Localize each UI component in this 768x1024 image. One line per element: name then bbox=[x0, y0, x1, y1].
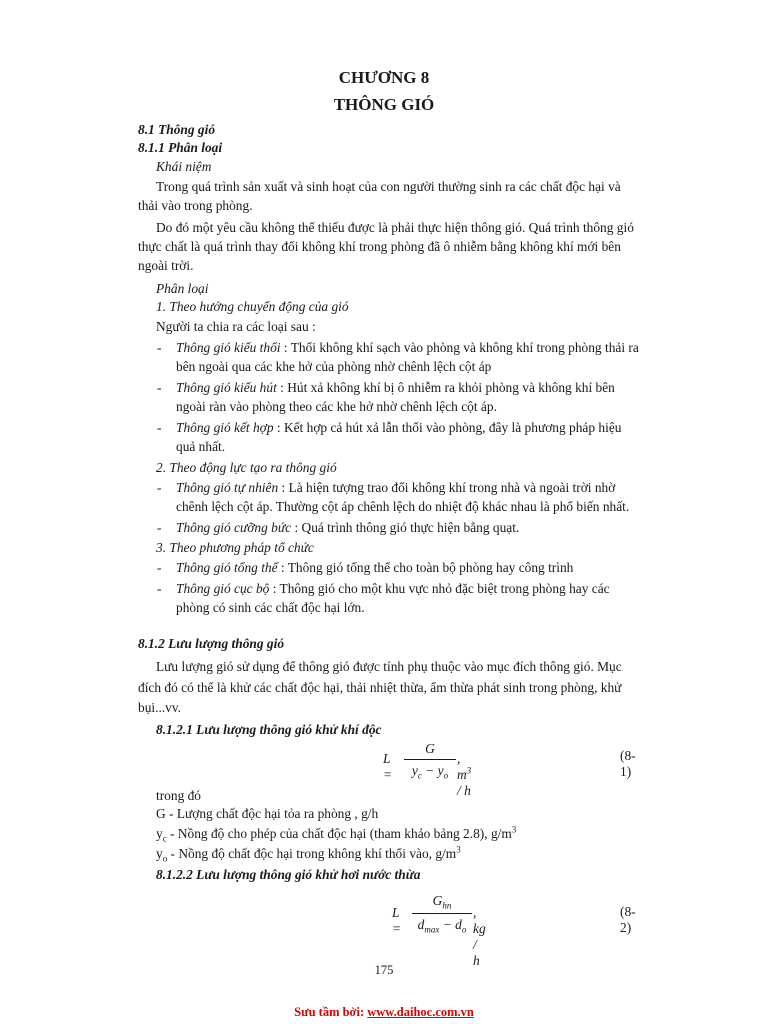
formula-2-sub-hn: hn bbox=[442, 900, 452, 911]
bullet-4-term: Thông gió tự nhiên bbox=[176, 480, 279, 495]
variable-yo-symbol: y bbox=[156, 846, 163, 861]
formula-2-unit: , kg / h bbox=[473, 905, 486, 968]
formula-2-d: d bbox=[455, 917, 462, 932]
subheading-phan-loai: Phân loại bbox=[156, 281, 209, 296]
formula-2-tag: (8-2) bbox=[620, 904, 636, 935]
section-8-1-2-1: 8.1.2.1 Lưu lượng thông gió khử khí độc bbox=[156, 722, 382, 737]
bullet-5-term: Thông gió cưỡng bức bbox=[176, 520, 292, 535]
formula-1-denominator bbox=[404, 763, 456, 779]
bullet-3-text: : Kết hợp cả hút xả lẫn thổi vào phòng, đây là phương pháp hiệu bbox=[273, 420, 622, 435]
variable-yo-exp: 3 bbox=[456, 844, 461, 855]
bullet-1-line-2: bên ngoài qua các khe hở của phòng nhờ chênh lệch cột áp bbox=[176, 359, 492, 374]
formula-1-unit-exp: 3 bbox=[466, 765, 472, 776]
formula-2-fraction-bar bbox=[412, 913, 472, 914]
formula-2-sub-max: max bbox=[424, 924, 440, 935]
bullet-4-line-1 bbox=[176, 479, 615, 497]
para-2-line-3: ngoài trời. bbox=[138, 258, 194, 273]
para-1-line-1: Trong quá trình sản xuất và sinh hoạt của con người thường sinh ra các chất độc hại và bbox=[156, 179, 621, 194]
page-number: 175 bbox=[374, 963, 394, 977]
formula-1-fraction-bar bbox=[404, 759, 456, 760]
para-3-line-2: đích đó có thể là khử các chất độc hại, thải nhiệt thừa, ẩm thừa phát sinh trong phòng, khử bbox=[138, 680, 622, 695]
formula-1-unit-a: , m bbox=[457, 751, 467, 782]
formula-1-numerator: G bbox=[425, 741, 435, 756]
para-1-line-2: thải vào trong phòng. bbox=[138, 198, 253, 213]
category-3-heading: 3. Theo phương pháp tổ chức bbox=[156, 540, 314, 555]
section-8-1-2-2: 8.1.2.2 Lưu lượng thông gió khử hơi nước thừa bbox=[156, 867, 421, 882]
formula-1-unit bbox=[457, 751, 471, 799]
formula-2-d: d bbox=[417, 917, 425, 932]
trong-do: trong đó bbox=[156, 788, 202, 803]
bullet-dash: - bbox=[157, 520, 162, 535]
formula-2-sub-o: o bbox=[461, 924, 467, 935]
chapter-number: CHƯƠNG 8 bbox=[338, 68, 430, 87]
formula-1-tag: (8-1) bbox=[620, 748, 636, 779]
bullet-7-term: Thông gió cục bộ bbox=[176, 581, 270, 596]
bullet-1-term: Thông gió kiểu thổi bbox=[176, 340, 281, 355]
footer-credit bbox=[0, 1005, 768, 1020]
formula-1-y: y bbox=[411, 763, 418, 778]
bullet-1-line-1 bbox=[176, 339, 639, 357]
bullet-6-text: : Thông gió tổng thể cho toàn bộ phòng hay công trình bbox=[277, 560, 574, 575]
bullet-3-term: Thông gió kết hợp bbox=[176, 420, 274, 435]
bullet-dash: - bbox=[157, 420, 162, 435]
bullet-dash: - bbox=[157, 480, 162, 495]
bullet-2-line-1 bbox=[176, 379, 615, 397]
bullet-4-text: : Là hiện tượng trao đổi không khí trong nhà và ngoài trời nhờ bbox=[278, 480, 616, 495]
bullet-2-term: Thông gió kiểu hút bbox=[176, 380, 277, 395]
bullet-6-term: Thông gió tổng thể bbox=[176, 560, 278, 575]
section-8-1-2: 8.1.2 Lưu lượng thông gió bbox=[138, 636, 285, 651]
variable-yc-text: - Nồng độ cho phép của chất độc hại (tham khảo bảng 2.8), g/m bbox=[166, 826, 512, 841]
category-1-intro: Người ta chia ra các loại sau : bbox=[156, 319, 316, 334]
bullet-7-line-1 bbox=[176, 580, 610, 598]
variable-yc bbox=[156, 825, 516, 843]
variable-yo bbox=[156, 845, 461, 863]
bullet-6-line-1 bbox=[176, 559, 573, 577]
section-8-1-1: 8.1.1 Phân loại bbox=[138, 140, 223, 155]
para-2-line-1: Do đó một yêu cầu không thể thiếu được là phải thực hiện thông gió. Quá trình thông gió bbox=[156, 220, 634, 235]
formula-1-sub-o: o bbox=[443, 770, 449, 781]
formula-2-denominator bbox=[412, 917, 472, 933]
para-3-line-3: bụi...vv. bbox=[138, 700, 182, 715]
bullet-5-line-1 bbox=[176, 519, 519, 537]
bullet-5-text: : Quá trình thông gió thực hiện bằng quạt. bbox=[291, 520, 520, 535]
variable-yc-exp: 3 bbox=[511, 824, 517, 835]
footer-label: Sưu tầm bởi: bbox=[294, 1005, 368, 1019]
variable-yo-sub: o bbox=[162, 853, 168, 864]
bullet-2-line-2: ngoài ràn vào phòng theo các khe hở nhờ chênh lệch cột áp. bbox=[176, 399, 497, 414]
bullet-7-text: : Thông gió cho một khu vực nhỏ đặc biệt trong phòng hay các bbox=[269, 581, 610, 596]
subheading-khai-niem: Khái niệm bbox=[156, 159, 212, 174]
formula-1-lhs: L = bbox=[383, 751, 393, 782]
formula-2-G: G bbox=[432, 893, 443, 908]
bullet-dash: - bbox=[157, 340, 162, 355]
formula-1-minus: − bbox=[421, 763, 438, 778]
formula-1-y: y bbox=[437, 763, 444, 778]
bullet-3-line-2: quả nhất. bbox=[176, 439, 226, 454]
variable-yc-symbol: y bbox=[156, 826, 163, 841]
bullet-dash: - bbox=[157, 560, 162, 575]
para-2-line-2: thực chất là quá trình thay đổi không khí trong phòng đã ô nhiễm bằng không khí mới bên bbox=[138, 239, 621, 254]
formula-2-minus: − bbox=[439, 917, 456, 932]
bullet-7-line-2: phòng có sinh các chất độc hại lớn. bbox=[176, 600, 365, 615]
variable-yo-text: - Nồng độ chất độc hại trong không khí thổi vào, g/m bbox=[167, 846, 457, 861]
bullet-4-line-2: chênh lệch cột áp. Thường cột áp chênh lệch do nhiệt độ khác nhau là phổ biến nhất. bbox=[176, 499, 630, 514]
variable-G: G - Lượng chất độc hại tỏa ra phòng , g/h bbox=[156, 806, 379, 821]
bullet-1-text: : Thổi không khí sạch vào phòng và không khí trong phòng thải ra bbox=[280, 340, 639, 355]
formula-1-sub-c: c bbox=[417, 770, 422, 781]
bullet-2-text: : Hút xả không khí bị ô nhiễm ra khỏi phòng và không khí bên bbox=[276, 380, 615, 395]
bullet-dash: - bbox=[157, 581, 162, 596]
bullet-dash: - bbox=[157, 380, 162, 395]
para-3-line-1: Lưu lượng gió sử dụng để thông gió được tính phụ thuộc vào mục đích thông gió. Mục bbox=[156, 659, 622, 674]
section-8-1: 8.1 Thông gió bbox=[138, 122, 216, 137]
category-2-heading: 2. Theo động lực tạo ra thông gió bbox=[156, 460, 337, 475]
formula-2-lhs: L = bbox=[392, 905, 402, 936]
chapter-title: THÔNG GIÓ bbox=[333, 95, 435, 114]
formula-2-numerator bbox=[412, 893, 472, 909]
footer-link[interactable]: www.daihoc.com.vn bbox=[367, 1005, 474, 1019]
variable-yc-sub: c bbox=[162, 833, 167, 844]
formula-1-unit-b: / h bbox=[457, 783, 471, 798]
bullet-3-line-1 bbox=[176, 419, 621, 437]
category-1-heading: 1. Theo hướng chuyển động của gió bbox=[156, 299, 349, 314]
